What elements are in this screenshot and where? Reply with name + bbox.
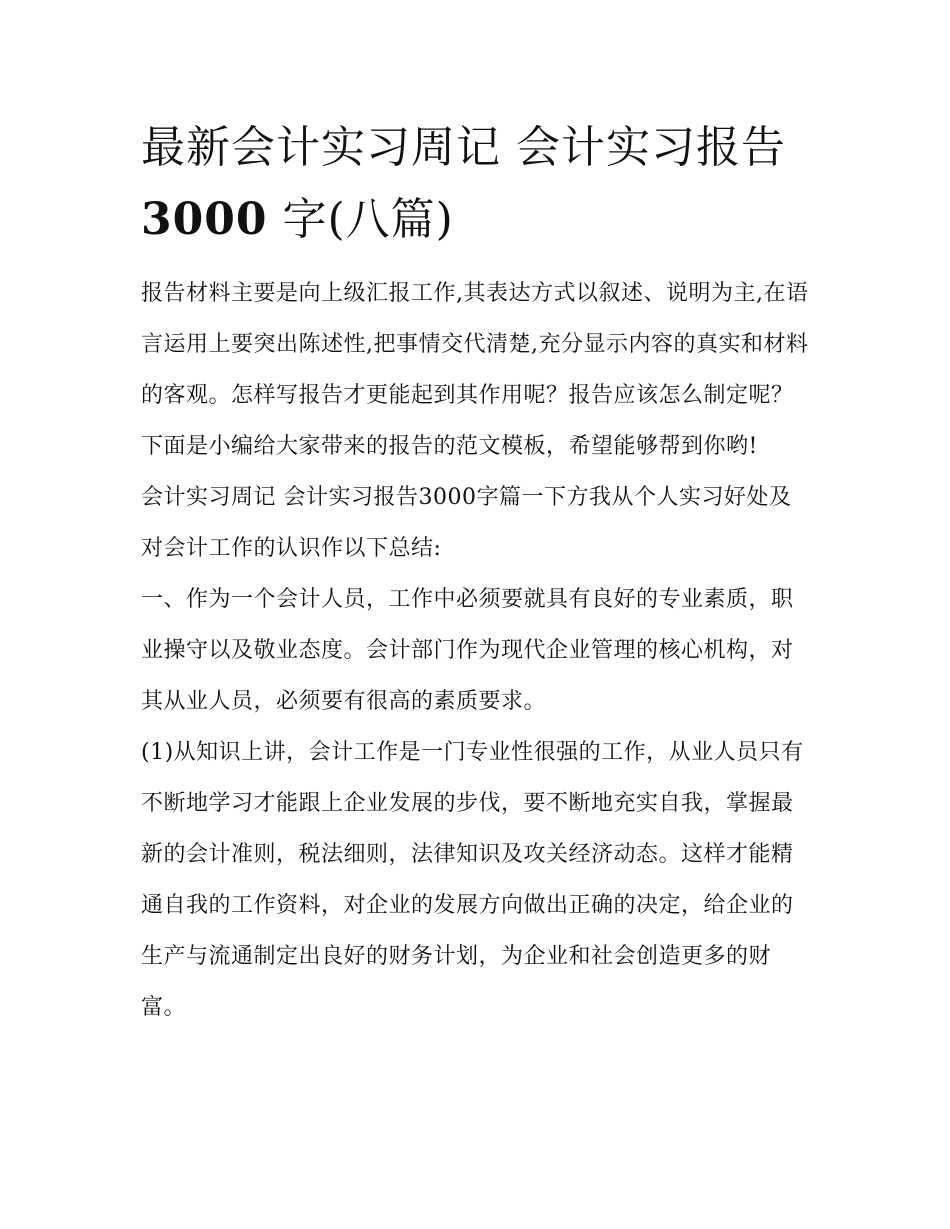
title-text-part1: 最新会计实习周记 会计实习报告: [141, 122, 786, 173]
title-number: 3000: [141, 194, 268, 245]
paragraph-section-one-intro: 会计实习周记 会计实习报告3000字篇一下方我从个人实习好处及对会计工作的认识作以下总结:: [141, 485, 792, 561]
title-text-part2: 字(八篇): [282, 194, 454, 245]
document-body: [141, 112, 813, 1033]
paragraph-intro: 报告材料主要是向上级汇报工作,其表达方式以叙述、说明为主,在语言运用上要突出陈述性,把事情交代清楚,充分显示内容的真实和材料的客观。怎样写报告才更能起到其作用呢？报告应该怎么制定呢？下面是小编给大家带来的报告的范文模板，希望能够帮到你哟!: [141, 281, 809, 459]
paragraph-knowledge: (1)从知识上讲，会计工作是一门专业性很强的工作，从业人员只有不断地学习才能跟上企业发展的步伐，要不断地充实自我，掌握最新的会计准则，税法细则，法律知识及攻关经济动态。这样才能精通自我的工作资料，对企业的发展方向做出正确的决定，给企业的生产与流通制定出良好的财务计划，为企业和社会创造更多的财富。: [141, 740, 804, 1020]
paragraph-point-one: 一、作为一个会计人员，工作中必须要就具有良好的专业素质，职业操守以及敬业态度。会计部门作为现代企业管理的核心机构，对其从业人员，必须要有很高的素质要求。: [141, 587, 794, 714]
document-title: [141, 112, 813, 256]
